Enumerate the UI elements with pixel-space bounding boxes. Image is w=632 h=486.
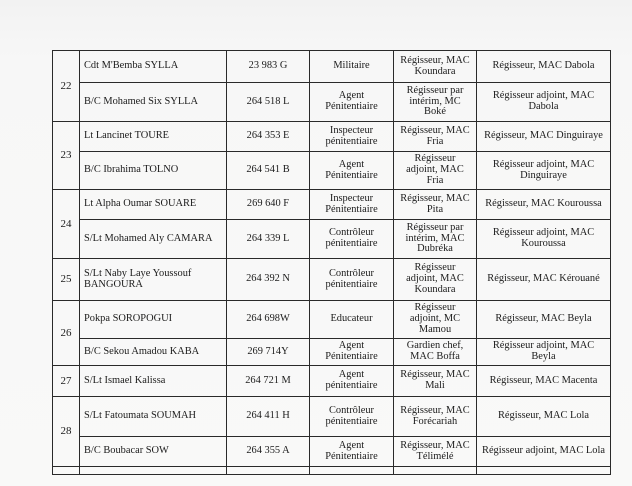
matricule: 264 355 A [227, 437, 310, 467]
group-number: 27 [53, 366, 80, 397]
person-name: B/C Ibrahima TOLNO [80, 152, 227, 190]
empty-cell [80, 467, 227, 475]
new-position: Régisseur, MAC Beyla [477, 301, 611, 339]
matricule: 264 721 M [227, 366, 310, 397]
grade: Inspecteur Pénitentiaire [310, 190, 394, 220]
empty-cell [394, 467, 477, 475]
matricule: 264 541 B [227, 152, 310, 190]
matricule: 264 392 N [227, 259, 310, 301]
new-position: Régisseur adjoint, MAC Beyla [477, 339, 611, 366]
person-name: B/C Boubacar SOW [80, 437, 227, 467]
person-name: Lt Lancinet TOURE [80, 122, 227, 152]
current-position: Régisseur adjoint, MC Mamou [394, 301, 477, 339]
table-row [53, 83, 611, 122]
table-row [53, 122, 611, 152]
group-number: 22 [53, 51, 80, 122]
group-number: 23 [53, 122, 80, 190]
matricule: 264 518 L [227, 83, 310, 122]
person-name: B/C Sekou Amadou KABA [80, 339, 227, 366]
table-row [53, 437, 611, 467]
grade: Educateur [310, 301, 394, 339]
matricule: 264 411 H [227, 397, 310, 437]
table-row [53, 152, 611, 190]
grade: Agent Pénitentiaire [310, 437, 394, 467]
table-row [53, 339, 611, 366]
table-row [53, 301, 611, 339]
new-position: Régisseur adjoint, MAC Dabola [477, 83, 611, 122]
appointments-table [52, 50, 611, 475]
table-row-cut-off [53, 467, 611, 475]
new-position: Régisseur adjoint, MAC Dinguiraye [477, 152, 611, 190]
grade: Agent Pénitentiaire [310, 339, 394, 366]
empty-cell [53, 467, 80, 475]
person-name: S/Lt Naby Laye Youssouf BANGOURA [80, 259, 227, 301]
matricule: 269 640 F [227, 190, 310, 220]
new-position: Régisseur, MAC Dabola [477, 51, 611, 83]
grade: Contrôleur pénitentiaire [310, 220, 394, 259]
new-position: Régisseur adjoint, MAC Kouroussa [477, 220, 611, 259]
table-row [53, 51, 611, 83]
table-row [53, 220, 611, 259]
current-position: Régisseur par intérim, MC Boké [394, 83, 477, 122]
new-position: Régisseur, MAC Lola [477, 397, 611, 437]
group-number: 25 [53, 259, 80, 301]
person-name: S/Lt Fatoumata SOUMAH [80, 397, 227, 437]
matricule: 264 353 E [227, 122, 310, 152]
new-position: Régisseur, MAC Kérouané [477, 259, 611, 301]
person-name: S/Lt Mohamed Aly CAMARA [80, 220, 227, 259]
current-position: Gardien chef, MAC Boffa [394, 339, 477, 366]
table-row [53, 397, 611, 437]
current-position: Régisseur, MAC Fria [394, 122, 477, 152]
person-name: Pokpa SOROPOGUI [80, 301, 227, 339]
group-number: 26 [53, 301, 80, 366]
empty-cell [477, 467, 611, 475]
person-name: S/Lt Ismael Kalissa [80, 366, 227, 397]
person-name: B/C Mohamed Six SYLLA [80, 83, 227, 122]
matricule: 23 983 G [227, 51, 310, 83]
current-position: Régisseur, MAC Mali [394, 366, 477, 397]
grade: Agent Pénitentiaire [310, 152, 394, 190]
new-position: Régisseur, MAC Dinguiraye [477, 122, 611, 152]
current-position: Régisseur, MAC Koundara [394, 51, 477, 83]
current-position: Régisseur adjoint, MAC Fria [394, 152, 477, 190]
grade: Militaire [310, 51, 394, 83]
matricule: 264 339 L [227, 220, 310, 259]
matricule: 264 698W [227, 301, 310, 339]
table-row [53, 259, 611, 301]
grade: Contrôleur pénitentiaire [310, 397, 394, 437]
grade: Contrôleur pénitentiaire [310, 259, 394, 301]
group-number: 28 [53, 397, 80, 467]
person-name: Lt Alpha Oumar SOUARE [80, 190, 227, 220]
table-row [53, 190, 611, 220]
current-position: Régisseur par intérim, MAC Dubréka [394, 220, 477, 259]
empty-cell [310, 467, 394, 475]
current-position: Régisseur, MAC Forécariah [394, 397, 477, 437]
current-position: Régisseur, MAC Télimélé [394, 437, 477, 467]
empty-cell [227, 467, 310, 475]
matricule: 269 714Y [227, 339, 310, 366]
person-name: Cdt M'Bemba SYLLA [80, 51, 227, 83]
group-number: 24 [53, 190, 80, 259]
new-position: Régisseur, MAC Kouroussa [477, 190, 611, 220]
new-position: Régisseur, MAC Macenta [477, 366, 611, 397]
grade: Agent pénitentiaire [310, 366, 394, 397]
grade: Agent Pénitentiaire [310, 83, 394, 122]
current-position: Régisseur, MAC Pita [394, 190, 477, 220]
table-row [53, 366, 611, 397]
new-position: Régisseur adjoint, MAC Lola [477, 437, 611, 467]
grade: Inspecteur pénitentiaire [310, 122, 394, 152]
current-position: Régisseur adjoint, MAC Koundara [394, 259, 477, 301]
